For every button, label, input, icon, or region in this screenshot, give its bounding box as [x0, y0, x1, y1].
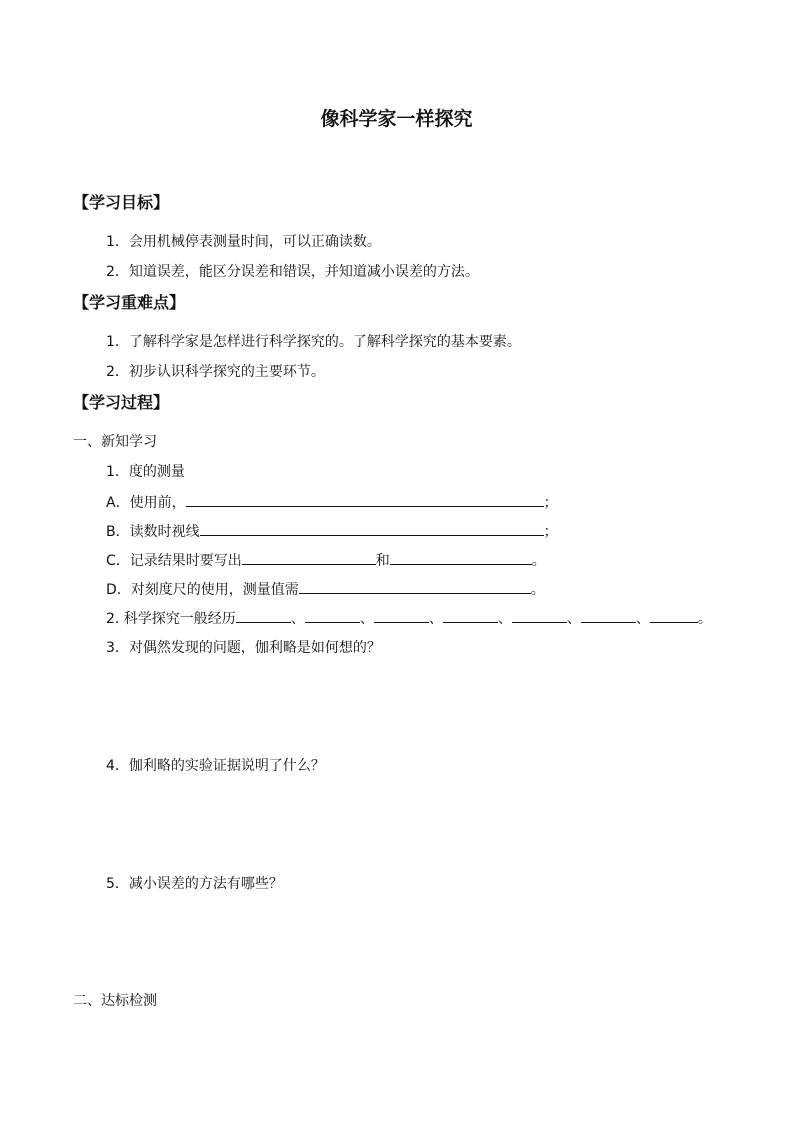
section-new-knowledge: 一、新知学习 — [73, 434, 157, 450]
key-points-heading: 【学习重难点】 — [73, 293, 186, 312]
question-4: 4．伽利略的实验证据说明了什么？ — [106, 758, 325, 774]
question-1c-mid: 和 — [375, 553, 390, 569]
answer-blank[interactable] — [236, 607, 291, 623]
question-1c — [106, 549, 546, 570]
objectives-heading: 【学习目标】 — [73, 193, 170, 212]
question-1a — [106, 491, 558, 512]
separator: 、 — [290, 611, 305, 627]
answer-blank[interactable] — [299, 578, 531, 594]
answer-blank[interactable] — [305, 607, 360, 623]
question-1d — [106, 578, 545, 599]
answer-blank[interactable] — [512, 607, 567, 623]
question-2-end: 。 — [697, 611, 712, 627]
question-1c-end: 。 — [531, 553, 546, 569]
question-1d-end: 。 — [530, 582, 545, 598]
question-2 — [106, 607, 712, 628]
answer-blank[interactable] — [650, 607, 698, 623]
answer-blank[interactable] — [242, 549, 376, 565]
answer-blank[interactable] — [390, 549, 532, 565]
question-1b-label: B．读数时视线 — [106, 524, 200, 540]
objective-item-2: 2．知道误差，能区分误差和错误，并知道减小误差的方法。 — [106, 264, 479, 280]
answer-blank[interactable] — [443, 607, 498, 623]
separator: 、 — [566, 611, 581, 627]
key-point-item-2: 2．初步认识科学探究的主要环节。 — [106, 364, 325, 380]
question-1c-label: C．记录结果时要写出 — [106, 553, 242, 569]
process-heading: 【学习过程】 — [73, 393, 170, 412]
question-1a-label: A．使用前， — [106, 495, 186, 511]
separator: 、 — [635, 611, 650, 627]
key-point-item-1: 1．了解科学家是怎样进行科学探究的。了解科学探究的基本要素。 — [106, 334, 521, 350]
separator: 、 — [359, 611, 374, 627]
answer-blank[interactable] — [374, 607, 429, 623]
question-1a-end: ； — [543, 495, 558, 511]
answer-blank[interactable] — [186, 491, 544, 507]
question-3: 3．对偶然发现的问题，伽利略是如何想的？ — [106, 640, 381, 656]
question-2-label: 2. 科学探究一般经历 — [106, 611, 236, 627]
answer-blank[interactable] — [581, 607, 636, 623]
question-1b-end: ； — [543, 524, 558, 540]
section-assessment: 二、达标检测 — [73, 993, 157, 1009]
question-5: 5．减小误差的方法有哪些？ — [106, 876, 283, 892]
question-1d-label: D．对刻度尺的使用，测量值需 — [106, 582, 299, 598]
question-1b — [106, 520, 558, 541]
objective-item-1: 1．会用机械停表测量时间，可以正确读数。 — [106, 234, 381, 250]
answer-blank[interactable] — [200, 520, 544, 536]
separator: 、 — [428, 611, 443, 627]
separator: 、 — [497, 611, 512, 627]
question-1: 1．度的测量 — [106, 464, 185, 480]
page-title: 像科学家一样探究 — [320, 108, 473, 130]
